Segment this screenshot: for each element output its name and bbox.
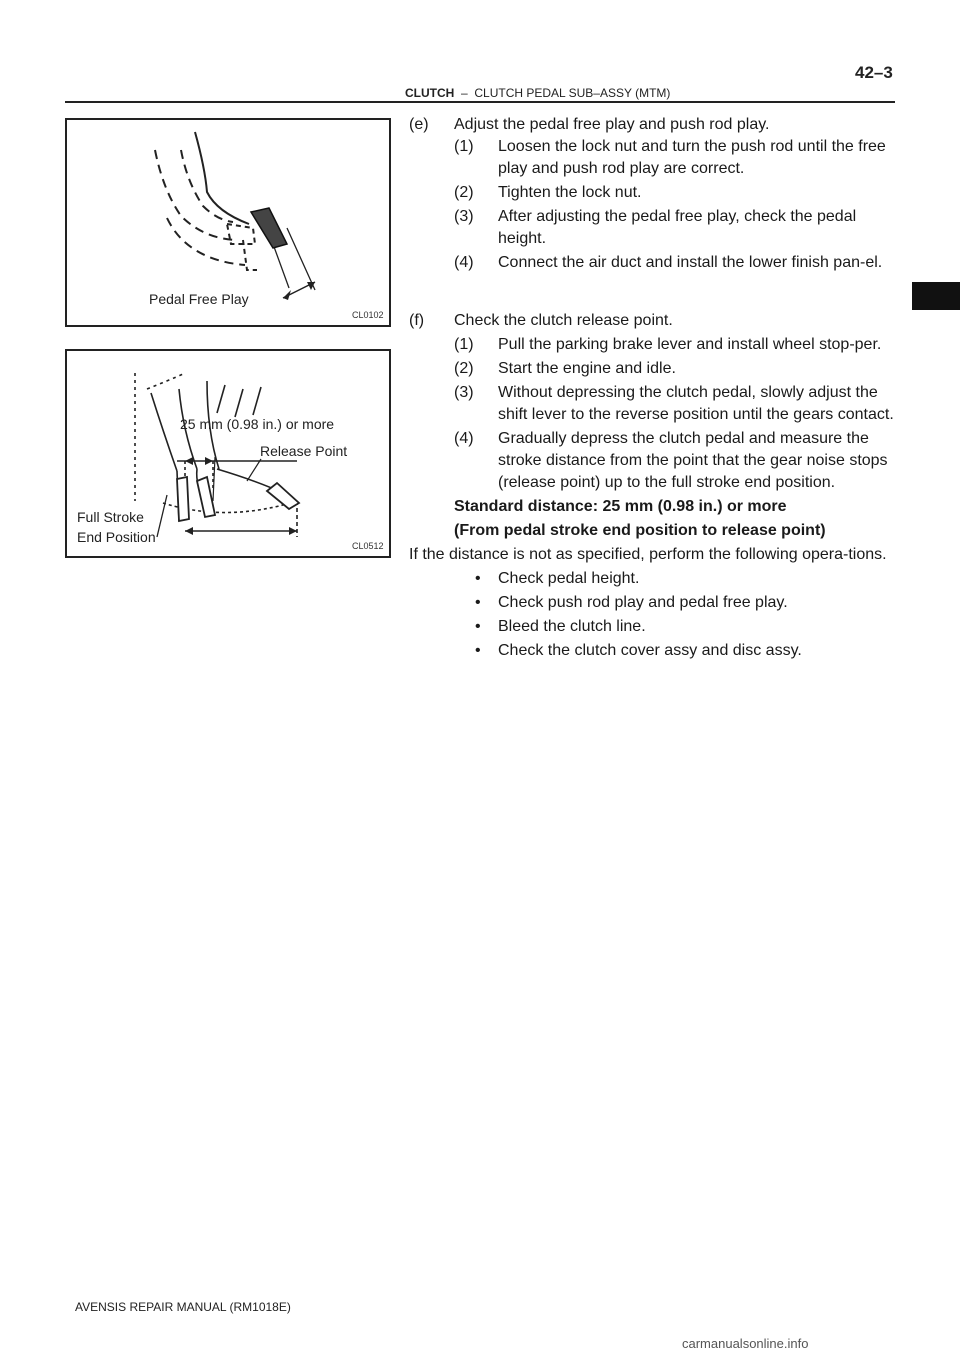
substep-text: Pull the parking brake lever and install wheel stop-per. bbox=[498, 336, 882, 353]
full-stroke-label-line1: Full Stroke bbox=[77, 509, 144, 525]
distance-label: 25 mm (0.98 in.) or more bbox=[180, 416, 335, 432]
page-number: 42–3 bbox=[855, 63, 893, 82]
substep bbox=[409, 182, 896, 204]
bullet-item bbox=[409, 592, 896, 614]
substep bbox=[409, 252, 896, 274]
note-paragraph: If the distance is not as specified, perform the following opera-tions. bbox=[409, 546, 887, 563]
figure-pedal-free-play bbox=[65, 118, 391, 327]
substep-text: Connect the air duct and install the lower finish pan-el. bbox=[498, 254, 883, 271]
figure2-code: CL0512 bbox=[352, 541, 384, 551]
substep-marker: (2) bbox=[454, 360, 474, 377]
substep-marker: (1) bbox=[454, 138, 474, 155]
step-marker: (e) bbox=[409, 116, 429, 133]
substep bbox=[409, 358, 896, 380]
header-subtitle: CLUTCH PEDAL SUB–ASSY (MTM) bbox=[474, 86, 671, 100]
bullet-dot-icon: • bbox=[475, 618, 481, 635]
header-separator: – bbox=[461, 86, 468, 100]
figure1-code: CL0102 bbox=[352, 310, 384, 320]
standard-distance-note: (From pedal stroke end position to release point) bbox=[454, 522, 826, 539]
running-header bbox=[405, 86, 670, 100]
substep-text: After adjusting the pedal free play, check the pedal height. bbox=[498, 208, 857, 247]
step-marker: (f) bbox=[409, 312, 425, 329]
substep bbox=[409, 428, 896, 494]
substep bbox=[409, 206, 896, 250]
substep-marker: (4) bbox=[454, 430, 474, 447]
bullet-dot-icon: • bbox=[475, 642, 481, 659]
substep-text: Start the engine and idle. bbox=[498, 360, 676, 377]
substep-marker: (3) bbox=[454, 208, 474, 225]
substep bbox=[409, 136, 896, 180]
bullet-text: Check the clutch cover assy and disc assy. bbox=[498, 642, 802, 659]
section-tab-marker bbox=[912, 282, 960, 310]
manual-footer: AVENSIS REPAIR MANUAL (RM1018E) bbox=[75, 1300, 291, 1314]
step-text: Adjust the pedal free play and push rod play. bbox=[454, 116, 770, 133]
substep-marker: (3) bbox=[454, 384, 474, 401]
bullet-text: Check pedal height. bbox=[498, 570, 640, 587]
substep-text: Without depressing the clutch pedal, slowly adjust the shift lever to the reverse position until the gears contact. bbox=[498, 384, 894, 423]
header-section: CLUTCH bbox=[405, 86, 455, 100]
release-point-label: Release Point bbox=[260, 443, 348, 459]
substep-text: Tighten the lock nut. bbox=[498, 184, 642, 201]
procedure-text bbox=[409, 114, 896, 662]
bullet-item bbox=[409, 640, 896, 662]
pedal-free-play-label: Pedal Free Play bbox=[149, 291, 249, 307]
bullet-text: Check push rod play and pedal free play. bbox=[498, 594, 788, 611]
bullet-text: Bleed the clutch line. bbox=[498, 618, 646, 635]
step-e bbox=[409, 114, 896, 136]
bullet-item bbox=[409, 616, 896, 638]
substep-marker: (2) bbox=[454, 184, 474, 201]
substep-marker: (4) bbox=[454, 254, 474, 271]
substep-text: Gradually depress the clutch pedal and measure the stroke distance from the point that the gear noise stops (release point) up to the full stroke end position. bbox=[498, 430, 888, 491]
step-text: Check the clutch release point. bbox=[454, 312, 673, 329]
figure-release-point bbox=[65, 349, 391, 558]
bullet-item bbox=[409, 568, 896, 590]
bullet-dot-icon: • bbox=[475, 594, 481, 611]
full-stroke-label-line2: End Position bbox=[77, 529, 156, 545]
watermark: carmanualsonline.info bbox=[682, 1336, 809, 1351]
substep bbox=[409, 382, 896, 426]
step-f bbox=[409, 310, 896, 332]
standard-distance: Standard distance: 25 mm (0.98 in.) or more bbox=[454, 498, 787, 515]
substep-marker: (1) bbox=[454, 336, 474, 353]
substep bbox=[409, 334, 896, 356]
bullet-dot-icon: • bbox=[475, 570, 481, 587]
header-rule bbox=[65, 101, 895, 103]
substep-text: Loosen the lock nut and turn the push rod until the free play and push rod play are correct. bbox=[498, 138, 886, 177]
